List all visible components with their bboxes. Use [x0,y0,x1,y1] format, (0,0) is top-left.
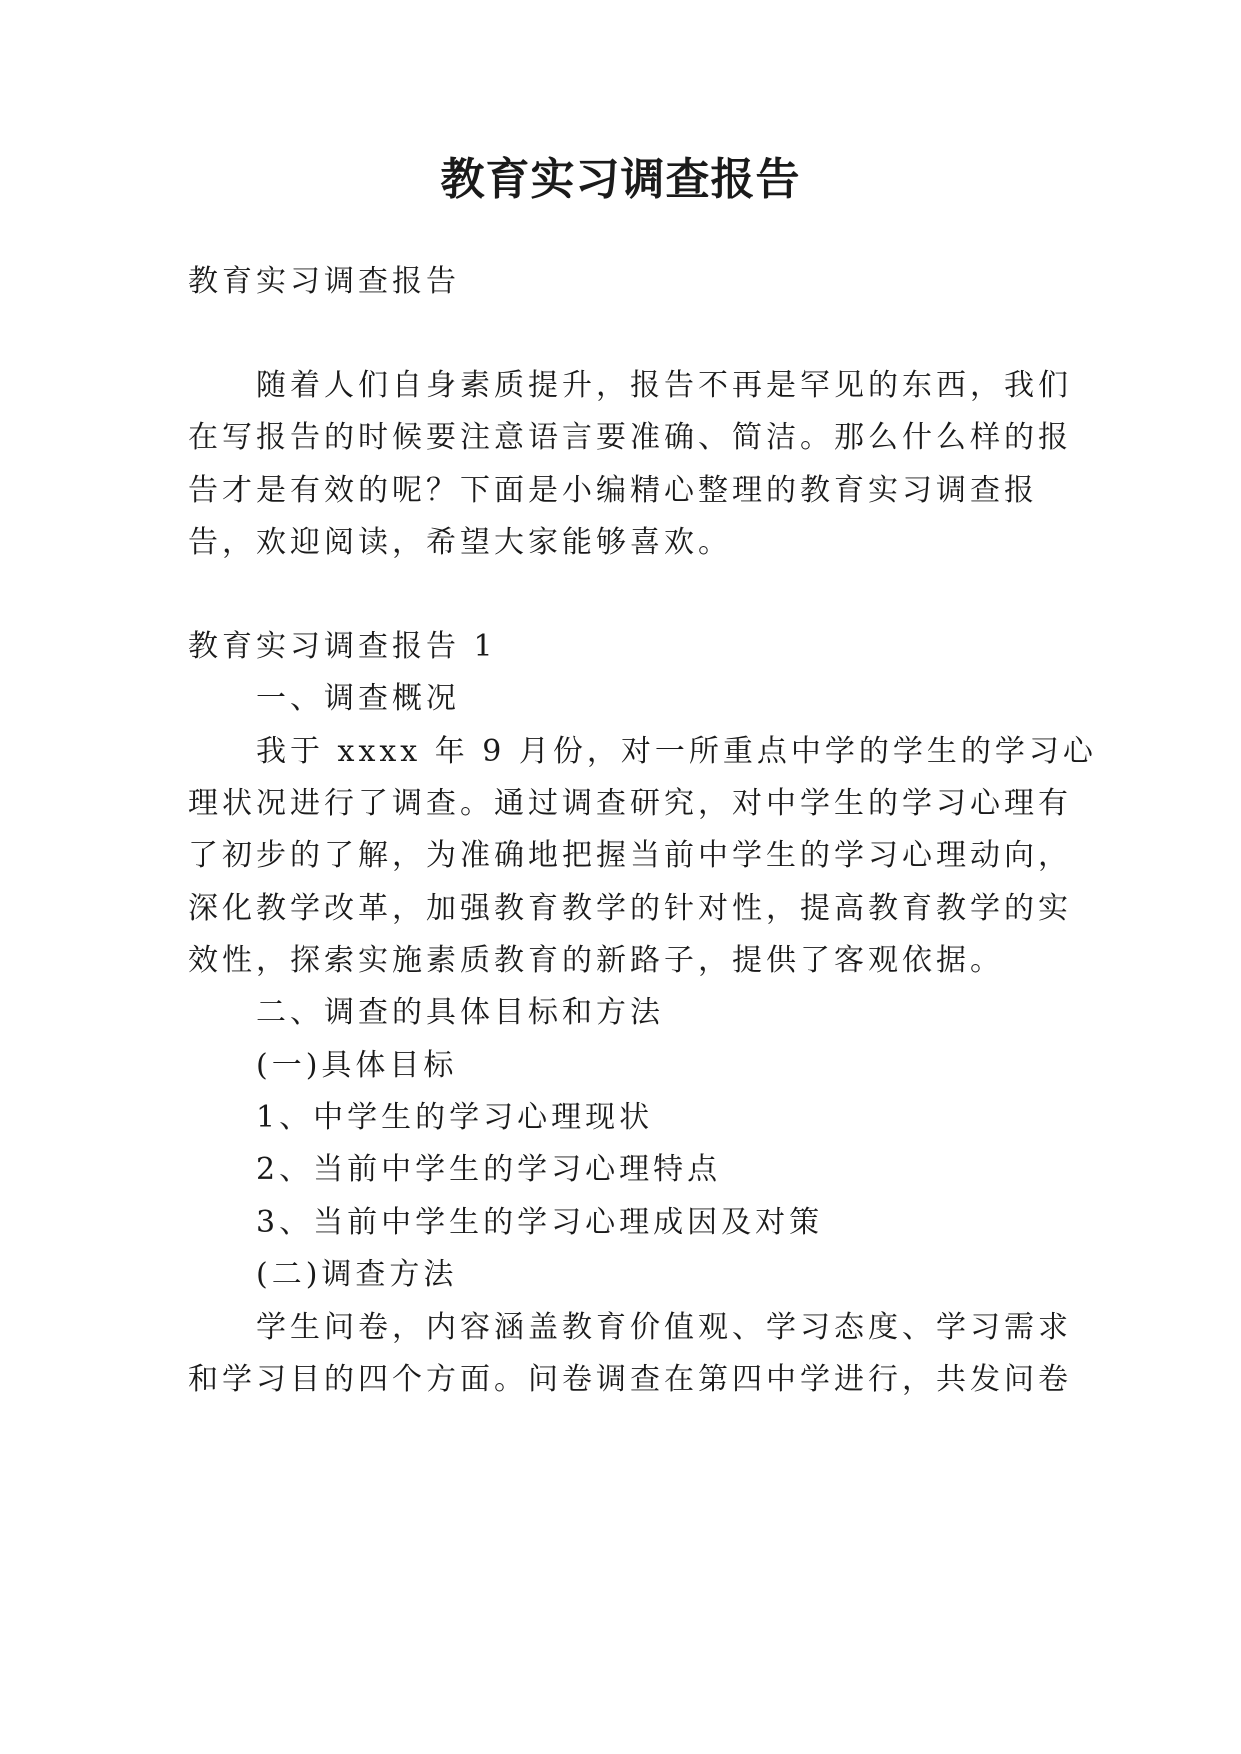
goal-item: 1、中学生的学习心理现状 [256,1100,654,1135]
paragraph-line: 和学习目的四个方面。问卷调查在第四中学进行，共发问卷 [188,1362,1072,1397]
heading-survey-overview: 一、调查概况 [256,681,460,716]
goal-item: 3、当前中学生的学习心理成因及对策 [256,1205,824,1240]
document-subtitle: 教育实习调查报告 [188,264,460,299]
subheading-survey-method: (二)调查方法 [256,1257,458,1292]
paragraph-line: 理状况进行了调查。通过调查研究，对中学生的学习心理有 [188,786,1072,821]
paragraph-line: 我于 xxxx 年 9 月份，对一所重点中学的学生的学习心 [256,734,1097,769]
paragraph-line: 学生问卷，内容涵盖教育价值观、学习态度、学习需求 [256,1310,1072,1345]
intro-line: 告才是有效的呢？下面是小编精心整理的教育实习调查报 [188,473,1038,508]
paragraph-line: 深化教学改革，加强教育教学的针对性，提高教育教学的实 [188,891,1072,926]
intro-line: 在写报告的时候要注意语言要准确、简洁。那么什么样的报 [188,420,1072,455]
paragraph-line: 效性，探索实施素质教育的新路子，提供了客观依据。 [188,943,1004,978]
subheading-specific-goals: (一)具体目标 [256,1048,458,1083]
intro-line: 告，欢迎阅读，希望大家能够喜欢。 [188,525,732,560]
goal-item: 2、当前中学生的学习心理特点 [256,1152,722,1187]
heading-goals-methods: 二、调查的具体目标和方法 [256,995,664,1030]
document-title: 教育实习调查报告 [440,154,801,205]
intro-line: 随着人们自身素质提升，报告不再是罕见的东西，我们 [256,368,1072,403]
paragraph-line: 了初步的了解，为准确地把握当前中学生的学习心理动向， [188,838,1072,873]
section-title: 教育实习调查报告 1 [188,629,497,664]
